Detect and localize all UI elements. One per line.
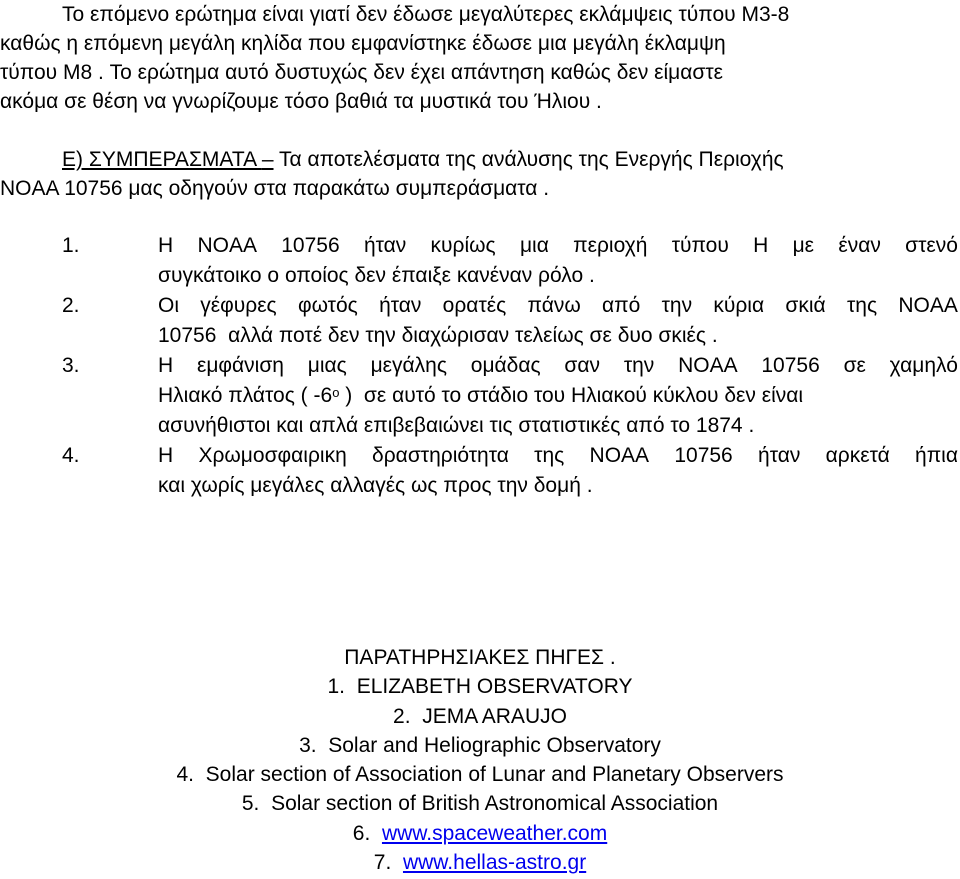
word: έναν [838, 234, 881, 257]
source-name: Solar section of British Astronomical Association [271, 792, 719, 816]
word: ήταν [758, 444, 801, 467]
word: Η [158, 354, 174, 377]
word: ήταν [363, 234, 407, 257]
section-heading-dash: – [261, 148, 274, 171]
section-heading-rest: Τα αποτελέσματα της ανάλυσης της Ενεργής Περιοχής [273, 148, 784, 171]
word: κυρίως [430, 234, 496, 257]
conclusion-item [0, 441, 960, 501]
word: Η [158, 234, 174, 257]
source-item [0, 760, 960, 789]
word: την [623, 354, 655, 377]
source-number: 2. [393, 704, 423, 728]
word: ήταν [379, 294, 422, 317]
source-item[interactable] [0, 819, 960, 848]
conclusion-text [158, 291, 958, 351]
word: της [534, 444, 565, 467]
source-item [0, 702, 960, 731]
word: χαμηλό [889, 354, 958, 377]
word: από [602, 294, 641, 317]
source-number: 7. [373, 851, 403, 875]
source-link[interactable]: www.spaceweather.com [381, 821, 608, 845]
word: ορατές [442, 294, 507, 317]
source-item[interactable] [0, 848, 960, 877]
conclusion-line [158, 261, 958, 291]
observatory-sources [0, 643, 960, 877]
word: H [753, 234, 769, 257]
word: ομάδας [470, 354, 541, 377]
word: NOAA [678, 354, 738, 377]
source-item [0, 731, 960, 760]
source-name: JEMA ARAUJO [422, 704, 567, 728]
conclusion-line [158, 411, 958, 441]
section-line: NOAA 10756 μας οδηγούν στα παρακάτω συμπεράσματα . [0, 177, 550, 200]
intro-line: Το επόμενο ερώτημα είναι γιατί δεν έδωσε μεγαλύτερες εκλάμψεις τύπου M3-8 [62, 3, 790, 26]
source-name: ELIZABETH OBSERVATORY [356, 675, 633, 699]
word: NOAA [589, 444, 650, 467]
section-heading-text: Ε) ΣΥΜΠΕΡΑΣΜΑΤΑ [62, 148, 262, 171]
word: σκιά [785, 294, 826, 317]
intro-paragraph [0, 0, 952, 116]
source-number: 6. [352, 821, 382, 845]
section-heading [62, 148, 274, 171]
section-heading-line [0, 145, 960, 174]
word: αρκετά [825, 444, 890, 467]
conclusion-line-text: και χωρίς μεγάλες αλλαγές ως προς την δομή . [158, 474, 593, 497]
conclusion-line [158, 471, 958, 501]
degree-superscript: ο [332, 385, 340, 400]
conclusion-line-text: 10756 αλλά ποτέ δεν την διαχώρισαν τελείως σε δυο σκιές . [158, 324, 718, 347]
conclusion-line [158, 291, 958, 321]
intro-line: ακόμα σε θέση να γνωρίζουμε τόσο βαθιά τα μυστικά του Ήλιου . [0, 90, 602, 113]
conclusions-list [0, 231, 960, 501]
word: ήπια [915, 444, 958, 467]
word: στενό [905, 234, 958, 257]
conclusion-number: 3. [62, 354, 80, 377]
conclusion-line [158, 441, 958, 471]
conclusion-number: 1. [62, 234, 80, 257]
conclusion-line-text: ασυνήθιστοι και απλά επιβεβαιώνει τις στατιστικές από το 1874 . [158, 414, 755, 437]
word: 10756 [761, 354, 820, 377]
conclusion-number: 2. [62, 294, 80, 317]
conclusion-line [158, 321, 958, 351]
conclusion-text [158, 441, 958, 501]
source-item [0, 789, 960, 818]
source-item [0, 672, 960, 701]
conclusion-line-text: συγκάτοικο ο οποίος δεν έπαιξε κανέναν ρόλο . [158, 264, 595, 287]
source-number: 3. [299, 733, 329, 757]
conclusion-line [158, 231, 958, 261]
word: 10756 [674, 444, 733, 467]
word: της [846, 294, 878, 317]
conclusion-number: 4. [62, 444, 80, 467]
word: φωτός [297, 294, 358, 317]
word: NOAA [898, 294, 958, 317]
conclusion-item [0, 351, 960, 441]
conclusions-section-intro [0, 145, 960, 203]
conclusion-text [158, 351, 958, 441]
intro-line: τύπου M8 . Το ερώτημα αυτό δυστυχώς δεν έχει απάντηση καθώς δεν είμαστε [0, 61, 724, 84]
word: σε [843, 354, 866, 377]
source-number: 1. [327, 675, 357, 699]
conclusion-line-text: Ηλιακό πλάτος ( $-6^o$ ) σε αυτό το στάδιο του Ηλιακού κύκλου δεν είναι [158, 384, 804, 407]
source-link[interactable]: www.hellas-astro.gr [402, 851, 587, 875]
word: 10756 [281, 234, 340, 257]
word: περιοχή [573, 234, 648, 257]
word: Χρωμοσφαιρικη [198, 444, 347, 467]
word: κύρια [713, 294, 765, 317]
word: Η [158, 444, 174, 467]
conclusion-item [0, 231, 960, 291]
word: μιας [307, 354, 347, 377]
intro-line: καθώς η επόμενη μεγάλη κηλίδα που εμφανίστηκε έδωσε μια μεγάλη έκλαμψη [0, 32, 726, 55]
conclusion-line [158, 381, 958, 411]
conclusion-item [0, 291, 960, 351]
sources-title: ΠΑΡΑΤΗΡΗΣΙΑΚΕΣ ΠΗΓΕΣ . [344, 646, 616, 669]
source-number: 4. [176, 763, 206, 787]
word: γέφυρες [200, 294, 277, 317]
word: εμφάνιση [196, 354, 284, 377]
source-name: Solar and Heliographic Observatory [328, 733, 661, 757]
source-number: 5. [241, 792, 272, 816]
source-name: Solar section of Association of Lunar and Planetary Observers [205, 763, 784, 787]
word: την [661, 294, 693, 317]
word: Οι [158, 294, 179, 317]
word: δραστηριότητα [372, 444, 509, 467]
word: με [792, 234, 815, 257]
word: μια [519, 234, 549, 257]
conclusion-text [158, 231, 958, 291]
conclusion-line [158, 351, 958, 381]
word: πάνω [527, 294, 581, 317]
word: μεγάλης [370, 354, 447, 377]
word: τύπου [671, 234, 729, 257]
word: NOAA [197, 234, 257, 257]
word: σαν [564, 354, 601, 377]
